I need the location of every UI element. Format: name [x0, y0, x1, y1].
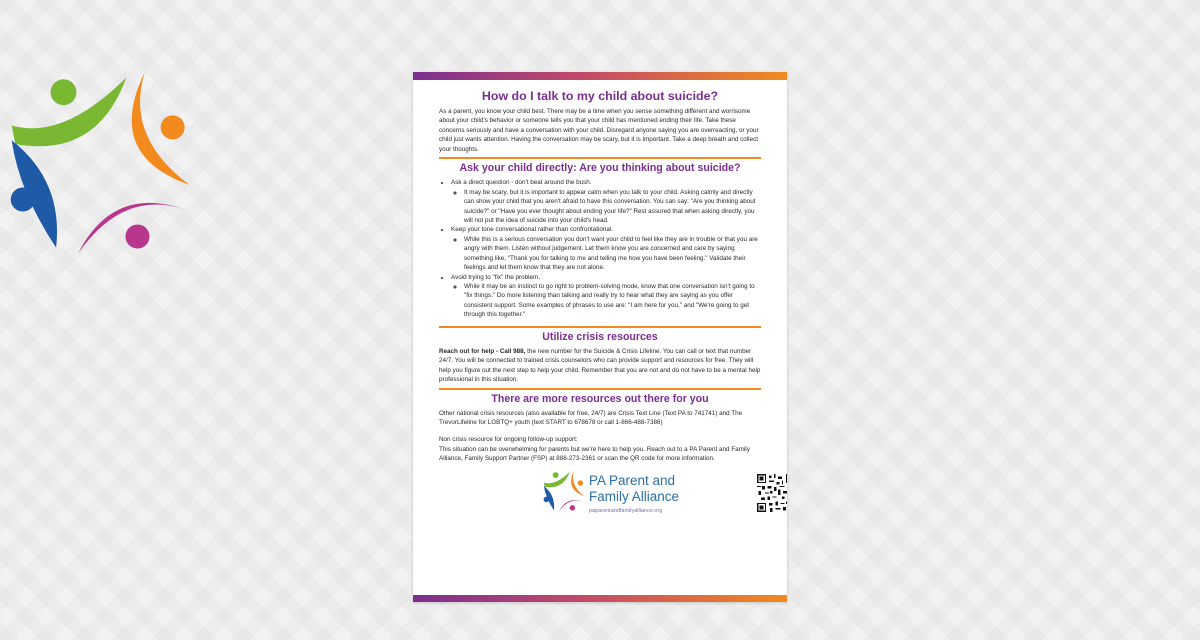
- flyer-page: [413, 72, 787, 602]
- list-item: [451, 178, 761, 225]
- noncrisis-paragraph: This situation can be overwhelming for parents but we're here to help you. Reach out to a PA Parent and Family Alliance, Family Support Partner (FSP) at 888-273-2361 or scan the QR code for more information.: [439, 445, 750, 463]
- bottom-gradient-bar: [413, 595, 787, 602]
- alliance-logo-large-icon: [8, 70, 193, 255]
- ask-heading-prefix: Ask your child directly:: [459, 162, 580, 175]
- list-item: ◦ While it may be an instinct to go right to problem-solving mode, know that one conversation isn't going to "fix things." Do more listening than talking and really try to hear what they are saying as you offer consistent support. Some examples of phrases to use are: "I am here for you," and "We're going to get through this together.": [464, 282, 761, 320]
- brand-url[interactable]: paparentandfamilyalliance.org: [589, 507, 663, 514]
- crisis-heading: Utilize crisis resources: [542, 330, 658, 343]
- list-item: [451, 273, 761, 320]
- ask-heading: [439, 162, 761, 174]
- section-divider: [439, 388, 761, 390]
- more-resources-paragraph: Other national crisis resources (also available for free, 24/7) are Crisis Text Line (Text PA to 741741) and The TrevorLifeline for LGBTQ+ youth (text START to 678678 or call 1-866-488-7386): [439, 409, 743, 426]
- tip-text: Ask a direct question - don't beat around the bush.: [451, 179, 592, 187]
- intro-paragraph: As a parent, you know your child best. There may be a time when you sense something different and worrisome about your child's behavior or someone tells you that your child has mentioned ending their life. Take these concerns seriously and have a conversation with your child. Disregard anyone saying you are overreacting, or your child just wants attention. Having the conversation may be scary, but it is important. Take a deep breath and collect your thoughts.: [439, 108, 759, 153]
- brand-line-2: Family Alliance: [589, 489, 680, 505]
- crisis-text: the new number for the Suicide & Crisis Lifeline. You can call or text that number 24/7. You will be connected to trained crisis counselors who can provide support and resources for free. They will help you figure out the next step to help your child. Remember that you are not and do not have to be a mental help professional in this situation.: [439, 347, 761, 384]
- section-divider: [439, 326, 761, 328]
- more-resources-heading: There are more resources out there for you: [491, 392, 709, 405]
- flyer-footer: [439, 470, 761, 526]
- tip-text: Avoid trying to "fix" the problem.: [451, 273, 541, 281]
- brand-name: [589, 473, 679, 506]
- crisis-call-988: Reach out for help - Call 988,: [439, 347, 526, 355]
- list-item: [451, 225, 761, 272]
- crisis-paragraph: [439, 347, 761, 385]
- section-divider: [439, 157, 761, 159]
- list-item: ◦ It may be scary, but it is important to appear calm when you talk to your child. Asking calmly and directly can show your child that you aren't afraid to have this conversation. You can say: "Are you thinking about suicide?" or "Have you ever thought about ending your life?" Rest assured that when asking directly, you will not put the idea of suicide into your child's head.: [464, 188, 761, 226]
- alliance-logo-icon: [543, 470, 585, 512]
- tips-list: [439, 178, 761, 320]
- list-item: ◦ While this is a serious conversation you don't want your child to feel like they are in trouble or that you are angry with them. Listen without judgement. Let them know you are concerned and care by saying something like, "Thank you for talking to me and telling me how you have been feeling." Validate their feelings and let them know that they are not alone.: [464, 235, 761, 273]
- qr-code-icon[interactable]: [757, 474, 787, 512]
- brand-line-1: PA Parent and: [589, 472, 676, 488]
- top-gradient-bar: [413, 72, 787, 80]
- tip-text: Keep your tone conversational rather than confrontational.: [451, 226, 614, 234]
- ask-heading-question: Are you thinking about suicide?: [579, 162, 741, 175]
- flyer-title: How do I talk to my child about suicide?: [481, 89, 719, 103]
- noncrisis-label: Non crisis resource for ongoing follow-up support:: [439, 436, 578, 444]
